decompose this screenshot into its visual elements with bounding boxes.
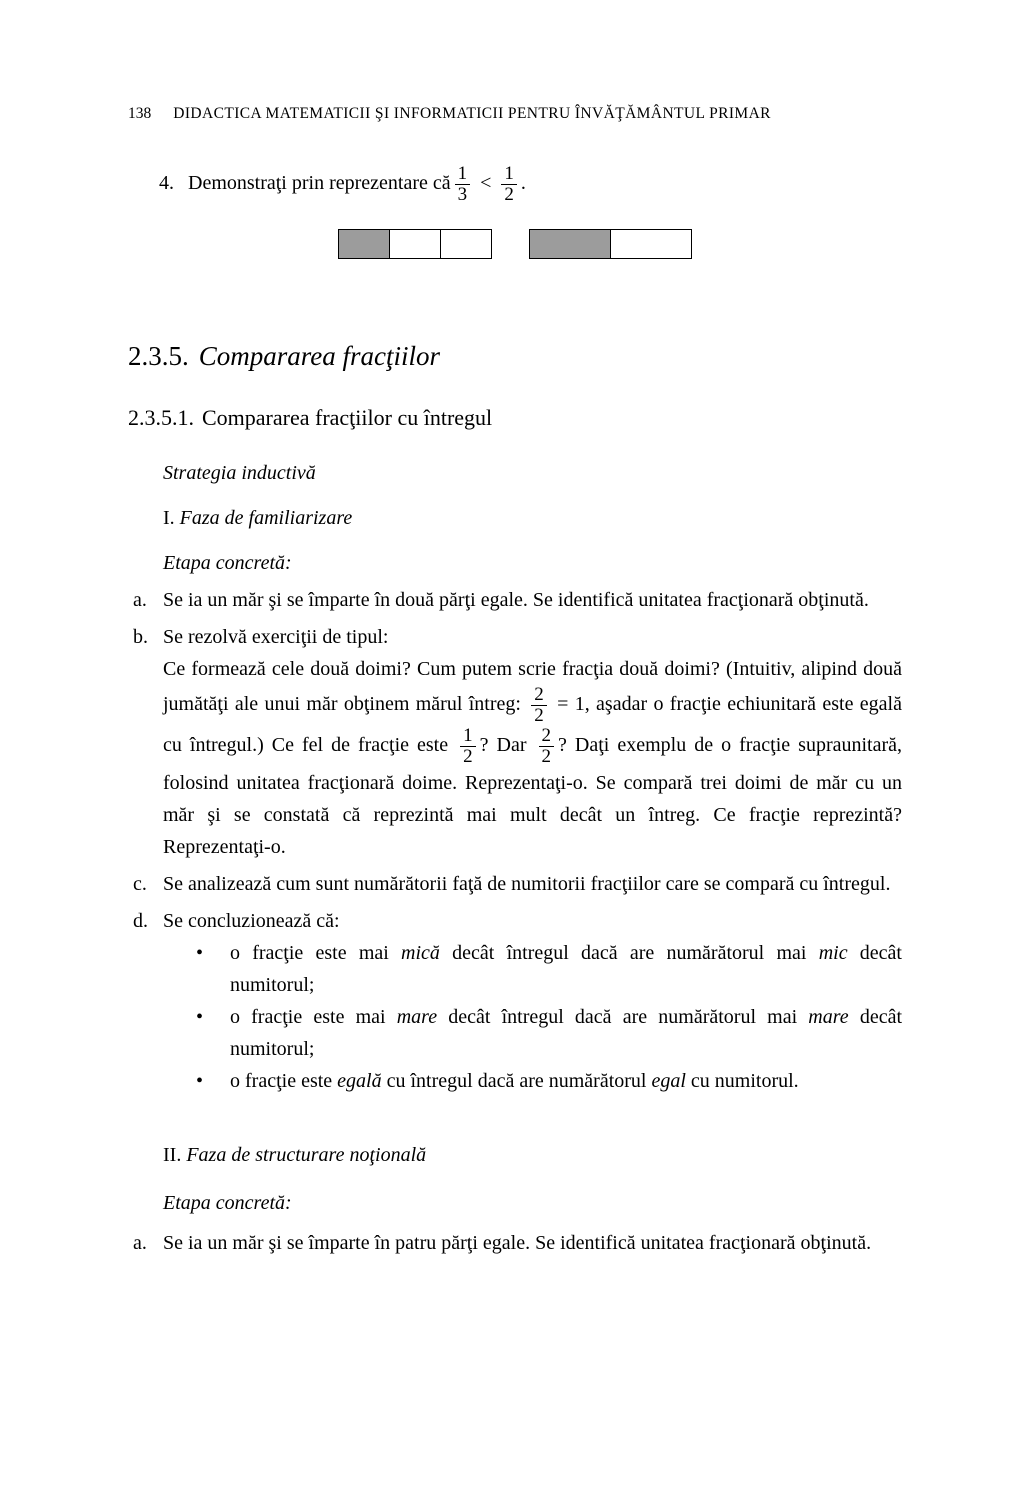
item-b-body: Ce formează cele două doimi? Cum putem scrie fracţia două doimi? (Intuitiv, alipind două jumătăţi ale unui măr obţinem mărul întreg: $\frac{2}{2}$ = 1, aşadar o fracţie echiunitară este egală cu întregul.) Ce fel de fracţie este $\frac{1}{2}$ ? Dar $\frac{2}{2}$ ? Daţi exemplu de o fracţie supraunitară, folosind unitatea fracţionară doime. Reprezentaţi-o. Se compară trei doimi de măr cu un măr şi se constată că reprezintă mai mult decât un întreg. Ce fracţie reprezintă? Reprezentaţi-o. <box>163 658 903 858</box>
shaded-cell <box>339 230 390 258</box>
fraction-two-halves: $\frac{2}{2}$ <box>539 726 555 767</box>
section-number: 2.3.5. <box>128 341 189 371</box>
phase-1-title: Faza de familiarizare <box>179 507 353 529</box>
exercise-number: 4. <box>159 172 174 195</box>
less-than-sign: < <box>480 172 492 195</box>
list-item-b <box>128 621 902 863</box>
sentence-period: . <box>520 172 526 195</box>
bullet-item-equal <box>196 1065 902 1097</box>
empty-cell <box>390 230 441 258</box>
bullet-icon: • <box>196 942 204 964</box>
list-item-d <box>128 905 902 1097</box>
bullet-icon: • <box>196 1070 204 1092</box>
fraction-one-half: $\frac{1}{2}$ <box>501 164 517 205</box>
phase-1-numeral: I. <box>163 507 175 529</box>
list-item-a <box>128 584 902 616</box>
list-text-c: Se analizează cum sunt numărătorii faţă de numitorii fracţiilor care se compară cu întregul. <box>163 873 891 895</box>
list-label-a2: a. <box>133 1232 147 1254</box>
list-label-d: d. <box>133 910 148 932</box>
bullet-item-bigger <box>196 1001 902 1065</box>
list-label-c: c. <box>133 873 147 895</box>
list-item-a2 <box>128 1227 902 1259</box>
section-title: Compararea fracţiilor <box>198 341 441 371</box>
item-d-intro: Se concluzionează că: <box>163 910 340 932</box>
shaded-cell <box>530 230 611 258</box>
phase-1-heading <box>163 502 902 534</box>
bullet-text-smaller: o fracţie este mai mică decât întregul dacă are numărătorul mai mic decât numitorul; <box>230 942 902 996</box>
subsection-number: 2.3.5.1. <box>128 405 194 430</box>
running-title: DIDACTICA MATEMATICII ŞI INFORMATICII PENTRU ÎNVĂŢĂMÂNTUL PRIMAR <box>173 105 771 122</box>
fraction-two-halves: $\frac{2}{2}$ <box>531 685 547 726</box>
section-heading <box>128 339 902 373</box>
list-text-d <box>163 905 902 1097</box>
phase-2-numeral: II. <box>163 1144 182 1166</box>
bullet-item-smaller <box>196 937 902 1001</box>
empty-cell <box>611 230 691 258</box>
bullet-text-equal: o fracţie este egală cu întregul dacă are numărătorul egal cu numitorul. <box>230 1070 799 1092</box>
phase-2-title: Faza de structurare noţională <box>186 1144 427 1166</box>
page-number: 138 <box>128 105 152 122</box>
bullet-icon: • <box>196 1006 204 1028</box>
list-text-b <box>163 621 902 863</box>
list-label-a: a. <box>133 589 147 611</box>
subsection-title: Compararea fracţiilor cu întregul <box>202 405 493 430</box>
stage-1-label: Etapa concretă: <box>163 552 292 574</box>
phase-2-heading <box>163 1139 902 1171</box>
list-item-c <box>128 868 902 900</box>
strategy-label: Strategia inductivă <box>163 462 316 484</box>
exercise-4 <box>159 164 902 205</box>
list-label-b: b. <box>133 626 148 648</box>
list-text-a: Se ia un măr şi se împarte în două părţi egale. Se identifică unitatea fracţionară obţinută. <box>163 589 869 611</box>
list-text-a2: Se ia un măr şi se împarte în patru părţi egale. Se identifică unitatea fracţionară obţinută. <box>163 1232 872 1254</box>
fraction-one-half: $\frac{1}{2}$ <box>460 726 476 767</box>
fraction-one-third: $\frac{1}{3}$ <box>455 164 471 205</box>
page-header <box>128 104 902 124</box>
fraction-bars-diagram <box>128 229 902 259</box>
thirds-bar <box>338 229 492 259</box>
exercise-text: Demonstraţi prin reprezentare că <box>188 172 451 195</box>
item-b-intro: Se rezolvă exerciţii de tipul: <box>163 626 389 648</box>
halves-bar <box>529 229 692 259</box>
bullet-text-bigger: o fracţie este mai mare decât întregul dacă are numărătorul mai mare decât numitorul; <box>230 1006 903 1060</box>
empty-cell <box>441 230 491 258</box>
stage-2-label: Etapa concretă: <box>163 1192 292 1214</box>
subsection-heading <box>128 403 902 433</box>
